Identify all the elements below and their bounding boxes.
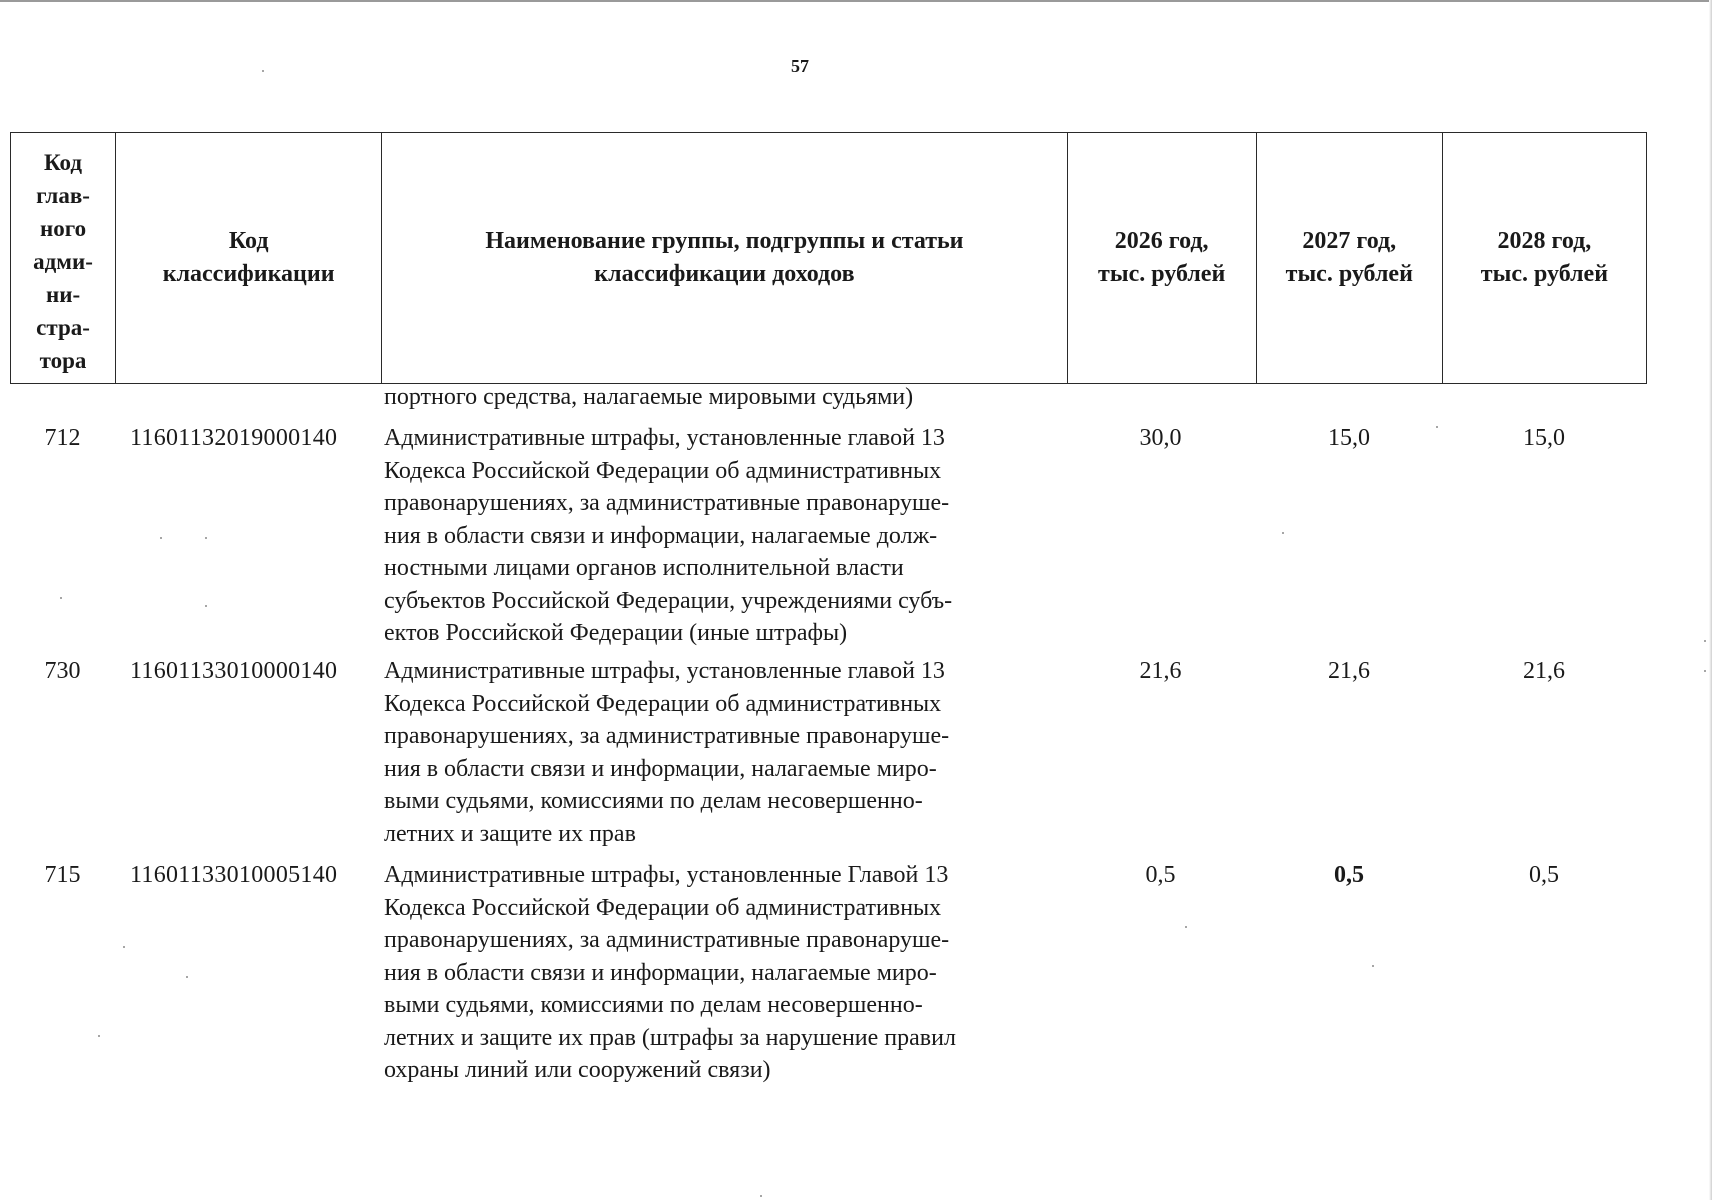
row-name: Административные штрафы, установленные Главой 13 Кодекса Российской Федерации об административных правонарушениях, за административные правонаруше- ния в области связи и информации, налагаемые миро- выми судьями, комиссиями по делам несовершенно- летних и защите их прав (штрафы за нарушение правил охраны линий или сооружений связи) bbox=[384, 862, 956, 1083]
row-value-2028: 21,6 bbox=[1523, 658, 1565, 684]
row-classification-code: 11601132019000140 bbox=[130, 425, 338, 451]
row-value-2026: 0,5 bbox=[1145, 862, 1176, 888]
row-value-2027: 0,5 bbox=[1334, 862, 1364, 888]
scan-speck bbox=[205, 537, 207, 539]
scan-speck bbox=[186, 976, 188, 978]
revenue-table-header bbox=[10, 132, 1647, 384]
row-value-2027: 21,6 bbox=[1328, 658, 1370, 684]
header-year-2028: 2028 год, тыс. рублей bbox=[1442, 133, 1646, 384]
row-value-2028: 15,0 bbox=[1523, 425, 1565, 451]
scan-speck bbox=[205, 605, 207, 607]
scan-speck bbox=[1372, 965, 1374, 967]
scan-speck bbox=[123, 946, 125, 948]
scan-speck bbox=[98, 1035, 100, 1037]
header-row bbox=[11, 133, 1647, 384]
row-admin-code: 715 bbox=[44, 862, 81, 888]
header-admin-code: Код глав- ного адми- ни- стра- тора bbox=[11, 133, 116, 384]
header-year-2026: 2026 год, тыс. рублей bbox=[1067, 133, 1256, 384]
page-number: 57 bbox=[791, 56, 809, 76]
row-classification-code: 11601133010000140 bbox=[130, 658, 338, 684]
header-name: Наименование группы, подгруппы и статьи классификации доходов bbox=[382, 133, 1067, 384]
row-name: Административные штрафы, установленные главой 13 Кодекса Российской Федерации об административных правонарушениях, за административные правонаруше- ния в области связи и информации, налагаемые долж- ностными лицами органов исполнительной власти субъектов Российской Федерации, учреждениями субъ- ектов Российской Федерации (иные штрафы) bbox=[384, 425, 953, 646]
scan-speck bbox=[1704, 670, 1706, 672]
header-classification-code: Код классификации bbox=[116, 133, 382, 384]
row-admin-code: 712 bbox=[44, 425, 81, 451]
row-value-2026: 30,0 bbox=[1139, 425, 1182, 451]
scan-speck bbox=[1185, 926, 1187, 928]
scan-speck bbox=[1436, 426, 1438, 428]
row-classification-code: 11601133010005140 bbox=[130, 862, 338, 888]
continuation-text: портного средства, налагаемые мировыми судьями) bbox=[384, 384, 914, 410]
scan-speck bbox=[1704, 640, 1706, 642]
scan-speck bbox=[60, 597, 62, 599]
scan-speck bbox=[160, 537, 162, 539]
row-value-2027: 15,0 bbox=[1328, 425, 1370, 451]
row-name: Административные штрафы, установленные главой 13 Кодекса Российской Федерации об административных правонарушениях, за административные правонаруше- ния в области связи и информации, налагаемые миро- выми судьями, комиссиями по делам несовершенно- летних и защите их прав bbox=[384, 658, 950, 847]
row-admin-code: 730 bbox=[44, 658, 81, 684]
row-value-2028: 0,5 bbox=[1529, 862, 1559, 888]
top-edge-rule bbox=[0, 0, 1712, 2]
scan-speck bbox=[760, 1195, 762, 1197]
row-value-2026: 21,6 bbox=[1139, 658, 1182, 684]
scan-speck bbox=[262, 70, 264, 72]
scan-speck bbox=[1282, 532, 1284, 534]
header-year-2027: 2027 год, тыс. рублей bbox=[1256, 133, 1442, 384]
